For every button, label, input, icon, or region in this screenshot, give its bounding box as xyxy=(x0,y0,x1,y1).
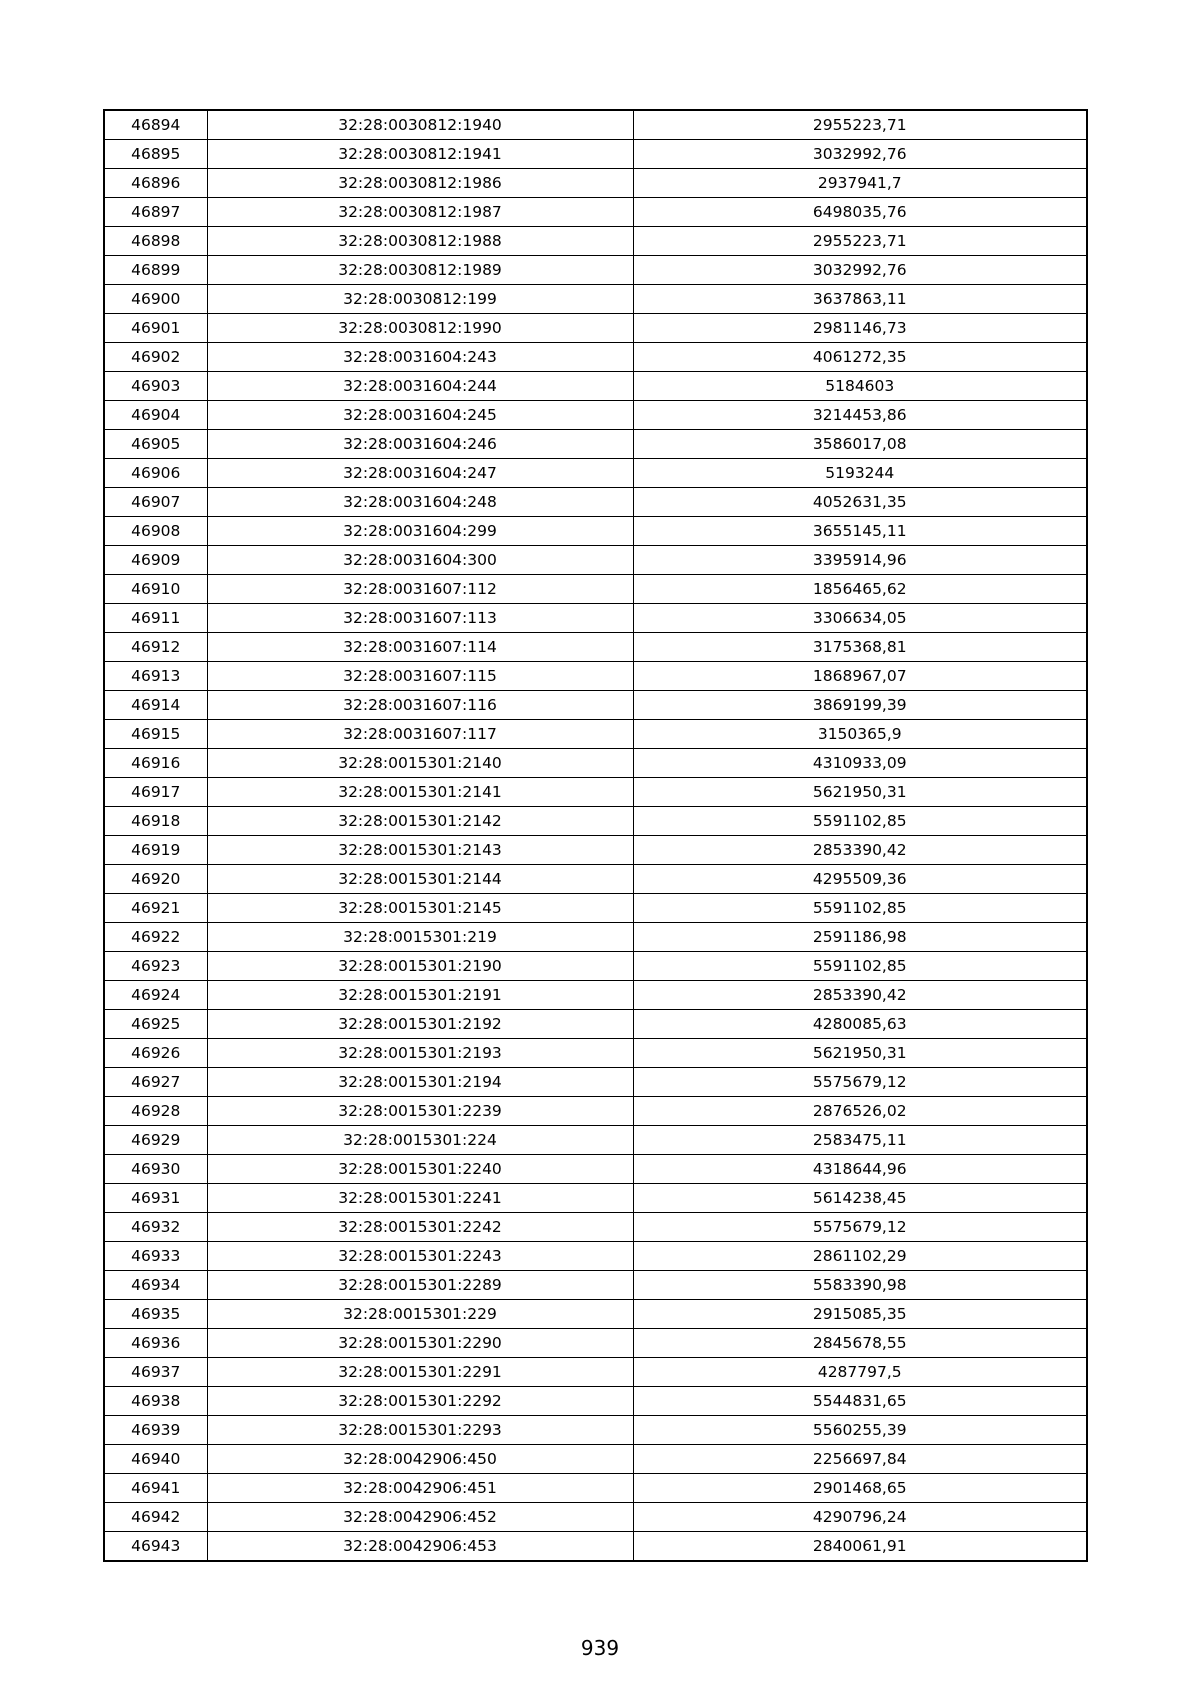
cadastral-value-cell: 4052631,35 xyxy=(633,488,1087,517)
row-number-cell: 46908 xyxy=(104,517,207,546)
table-row xyxy=(104,865,1087,894)
row-number-cell: 46919 xyxy=(104,836,207,865)
row-number-cell: 46903 xyxy=(104,372,207,401)
cadastral-value-cell: 3032992,76 xyxy=(633,140,1087,169)
row-number-cell: 46912 xyxy=(104,633,207,662)
cadastral-value-cell: 5591102,85 xyxy=(633,952,1087,981)
table-row xyxy=(104,633,1087,662)
cadastral-number-cell: 32:28:0030812:1988 xyxy=(207,227,633,256)
row-number-cell: 46894 xyxy=(104,110,207,140)
cadastral-number-cell: 32:28:0030812:1986 xyxy=(207,169,633,198)
row-number-cell: 46902 xyxy=(104,343,207,372)
cadastral-value-cell: 2955223,71 xyxy=(633,227,1087,256)
cadastral-number-cell: 32:28:0042906:453 xyxy=(207,1532,633,1562)
cadastral-value-cell: 5560255,39 xyxy=(633,1416,1087,1445)
table-row xyxy=(104,372,1087,401)
row-number-cell: 46933 xyxy=(104,1242,207,1271)
cadastral-number-cell: 32:28:0031604:244 xyxy=(207,372,633,401)
table-row xyxy=(104,923,1087,952)
row-number-cell: 46895 xyxy=(104,140,207,169)
table-row xyxy=(104,691,1087,720)
cadastral-value-cell: 5591102,85 xyxy=(633,807,1087,836)
cadastral-number-cell: 32:28:0015301:2292 xyxy=(207,1387,633,1416)
cadastral-number-cell: 32:28:0015301:2291 xyxy=(207,1358,633,1387)
table-row xyxy=(104,604,1087,633)
table-row xyxy=(104,1126,1087,1155)
cadastral-number-cell: 32:28:0042906:450 xyxy=(207,1445,633,1474)
table-row xyxy=(104,430,1087,459)
row-number-cell: 46937 xyxy=(104,1358,207,1387)
cadastral-value-cell: 3395914,96 xyxy=(633,546,1087,575)
row-number-cell: 46923 xyxy=(104,952,207,981)
cadastral-value-cell: 6498035,76 xyxy=(633,198,1087,227)
row-number-cell: 46929 xyxy=(104,1126,207,1155)
row-number-cell: 46926 xyxy=(104,1039,207,1068)
row-number-cell: 46920 xyxy=(104,865,207,894)
table-row xyxy=(104,1387,1087,1416)
cadastral-number-cell: 32:28:0031607:114 xyxy=(207,633,633,662)
table-row xyxy=(104,1068,1087,1097)
row-number-cell: 46922 xyxy=(104,923,207,952)
cadastral-value-cell: 4290796,24 xyxy=(633,1503,1087,1532)
table-row xyxy=(104,488,1087,517)
cadastral-number-cell: 32:28:0030812:1990 xyxy=(207,314,633,343)
cadastral-number-cell: 32:28:0015301:2144 xyxy=(207,865,633,894)
table-row xyxy=(104,285,1087,314)
cadastral-value-cell: 2256697,84 xyxy=(633,1445,1087,1474)
row-number-cell: 46930 xyxy=(104,1155,207,1184)
cadastral-number-cell: 32:28:0015301:2192 xyxy=(207,1010,633,1039)
cadastral-number-cell: 32:28:0015301:224 xyxy=(207,1126,633,1155)
table-row xyxy=(104,227,1087,256)
table-row xyxy=(104,1271,1087,1300)
table-row xyxy=(104,836,1087,865)
table-row xyxy=(104,169,1087,198)
table-row xyxy=(104,110,1087,140)
table-row xyxy=(104,720,1087,749)
row-number-cell: 46921 xyxy=(104,894,207,923)
table-row xyxy=(104,256,1087,285)
cadastral-value-cell: 3637863,11 xyxy=(633,285,1087,314)
row-number-cell: 46940 xyxy=(104,1445,207,1474)
cadastral-value-cell: 4061272,35 xyxy=(633,343,1087,372)
table-row xyxy=(104,1358,1087,1387)
cadastral-value-cell: 2583475,11 xyxy=(633,1126,1087,1155)
cadastral-number-cell: 32:28:0015301:2243 xyxy=(207,1242,633,1271)
row-number-cell: 46917 xyxy=(104,778,207,807)
cadastral-number-cell: 32:28:0030812:1989 xyxy=(207,256,633,285)
cadastral-value-cell: 3032992,76 xyxy=(633,256,1087,285)
table-row xyxy=(104,1010,1087,1039)
row-number-cell: 46942 xyxy=(104,1503,207,1532)
cadastral-number-cell: 32:28:0015301:2190 xyxy=(207,952,633,981)
page-number: 939 xyxy=(580,1636,620,1660)
table-row xyxy=(104,1532,1087,1562)
cadastral-number-cell: 32:28:0030812:1940 xyxy=(207,110,633,140)
cadastral-number-cell: 32:28:0031604:245 xyxy=(207,401,633,430)
table-row xyxy=(104,807,1087,836)
cadastral-value-cell: 3586017,08 xyxy=(633,430,1087,459)
table-row xyxy=(104,1416,1087,1445)
table-row xyxy=(104,575,1087,604)
row-number-cell: 46943 xyxy=(104,1532,207,1562)
row-number-cell: 46897 xyxy=(104,198,207,227)
table-row xyxy=(104,1039,1087,1068)
row-number-cell: 46939 xyxy=(104,1416,207,1445)
cadastral-value-cell: 2853390,42 xyxy=(633,981,1087,1010)
table-row xyxy=(104,778,1087,807)
table-row xyxy=(104,749,1087,778)
table-row xyxy=(104,1329,1087,1358)
cadastral-value-cell: 5193244 xyxy=(633,459,1087,488)
row-number-cell: 46925 xyxy=(104,1010,207,1039)
cadastral-value-cell: 1856465,62 xyxy=(633,575,1087,604)
cadastral-value-cell: 4310933,09 xyxy=(633,749,1087,778)
cadastral-number-cell: 32:28:0015301:2193 xyxy=(207,1039,633,1068)
cadastral-number-cell: 32:28:0015301:2141 xyxy=(207,778,633,807)
table-row xyxy=(104,459,1087,488)
cadastral-number-cell: 32:28:0015301:2293 xyxy=(207,1416,633,1445)
cadastral-value-cell: 1868967,07 xyxy=(633,662,1087,691)
table-row xyxy=(104,1503,1087,1532)
cadastral-value-cell: 5621950,31 xyxy=(633,1039,1087,1068)
cadastral-number-cell: 32:28:0015301:2290 xyxy=(207,1329,633,1358)
table-row xyxy=(104,662,1087,691)
cadastral-value-cell: 2591186,98 xyxy=(633,923,1087,952)
table-row xyxy=(104,1184,1087,1213)
row-number-cell: 46924 xyxy=(104,981,207,1010)
row-number-cell: 46915 xyxy=(104,720,207,749)
cadastral-value-cell: 2937941,7 xyxy=(633,169,1087,198)
row-number-cell: 46900 xyxy=(104,285,207,314)
table-row xyxy=(104,140,1087,169)
cadastral-number-cell: 32:28:0015301:2142 xyxy=(207,807,633,836)
cadastral-number-cell: 32:28:0031604:243 xyxy=(207,343,633,372)
row-number-cell: 46905 xyxy=(104,430,207,459)
row-number-cell: 46909 xyxy=(104,546,207,575)
cadastral-value-cell: 5575679,12 xyxy=(633,1068,1087,1097)
cadastral-value-cell: 5583390,98 xyxy=(633,1271,1087,1300)
cadastral-number-cell: 32:28:0031604:247 xyxy=(207,459,633,488)
table-row xyxy=(104,198,1087,227)
table-row xyxy=(104,546,1087,575)
cadastral-number-cell: 32:28:0042906:452 xyxy=(207,1503,633,1532)
row-number-cell: 46918 xyxy=(104,807,207,836)
cadastral-number-cell: 32:28:0031607:117 xyxy=(207,720,633,749)
cadastral-number-cell: 32:28:0015301:2140 xyxy=(207,749,633,778)
cadastral-value-cell: 2876526,02 xyxy=(633,1097,1087,1126)
table-row xyxy=(104,314,1087,343)
cadastral-value-cell: 2840061,91 xyxy=(633,1532,1087,1562)
row-number-cell: 46935 xyxy=(104,1300,207,1329)
row-number-cell: 46938 xyxy=(104,1387,207,1416)
cadastral-number-cell: 32:28:0031607:112 xyxy=(207,575,633,604)
cadastral-number-cell: 32:28:0015301:2289 xyxy=(207,1271,633,1300)
cadastral-number-cell: 32:28:0031604:246 xyxy=(207,430,633,459)
cadastral-number-cell: 32:28:0015301:229 xyxy=(207,1300,633,1329)
table-row xyxy=(104,1097,1087,1126)
cadastral-value-cell: 5621950,31 xyxy=(633,778,1087,807)
cadastral-value-cell: 5184603 xyxy=(633,372,1087,401)
cadastral-number-cell: 32:28:0030812:1941 xyxy=(207,140,633,169)
cadastral-value-cell: 2901468,65 xyxy=(633,1474,1087,1503)
row-number-cell: 46904 xyxy=(104,401,207,430)
row-number-cell: 46907 xyxy=(104,488,207,517)
row-number-cell: 46916 xyxy=(104,749,207,778)
cadastral-value-cell: 2861102,29 xyxy=(633,1242,1087,1271)
row-number-cell: 46928 xyxy=(104,1097,207,1126)
cadastral-value-table xyxy=(103,109,1088,1562)
row-number-cell: 46913 xyxy=(104,662,207,691)
table-row xyxy=(104,1300,1087,1329)
cadastral-number-cell: 32:28:0031607:116 xyxy=(207,691,633,720)
row-number-cell: 46899 xyxy=(104,256,207,285)
cadastral-number-cell: 32:28:0015301:2194 xyxy=(207,1068,633,1097)
table-row xyxy=(104,1445,1087,1474)
row-number-cell: 46910 xyxy=(104,575,207,604)
cadastral-number-cell: 32:28:0015301:2242 xyxy=(207,1213,633,1242)
cadastral-value-cell: 5614238,45 xyxy=(633,1184,1087,1213)
cadastral-number-cell: 32:28:0031607:113 xyxy=(207,604,633,633)
cadastral-number-cell: 32:28:0015301:2143 xyxy=(207,836,633,865)
cadastral-number-cell: 32:28:0015301:219 xyxy=(207,923,633,952)
cadastral-number-cell: 32:28:0015301:2191 xyxy=(207,981,633,1010)
table-row xyxy=(104,1474,1087,1503)
row-number-cell: 46934 xyxy=(104,1271,207,1300)
cadastral-value-cell: 2845678,55 xyxy=(633,1329,1087,1358)
cadastral-value-cell: 5591102,85 xyxy=(633,894,1087,923)
cadastral-value-cell: 4318644,96 xyxy=(633,1155,1087,1184)
cadastral-value-cell: 4287797,5 xyxy=(633,1358,1087,1387)
cadastral-number-cell: 32:28:0030812:1987 xyxy=(207,198,633,227)
cadastral-number-cell: 32:28:0031607:115 xyxy=(207,662,633,691)
cadastral-value-cell: 3214453,86 xyxy=(633,401,1087,430)
table-row xyxy=(104,894,1087,923)
cadastral-value-cell: 3150365,9 xyxy=(633,720,1087,749)
cadastral-number-cell: 32:28:0031604:299 xyxy=(207,517,633,546)
table-row xyxy=(104,1213,1087,1242)
cadastral-number-cell: 32:28:0042906:451 xyxy=(207,1474,633,1503)
cadastral-value-cell: 5544831,65 xyxy=(633,1387,1087,1416)
cadastral-number-cell: 32:28:0015301:2240 xyxy=(207,1155,633,1184)
row-number-cell: 46898 xyxy=(104,227,207,256)
cadastral-value-cell: 2955223,71 xyxy=(633,110,1087,140)
cadastral-value-cell: 4295509,36 xyxy=(633,865,1087,894)
cadastral-number-cell: 32:28:0015301:2239 xyxy=(207,1097,633,1126)
row-number-cell: 46927 xyxy=(104,1068,207,1097)
table-row xyxy=(104,1242,1087,1271)
row-number-cell: 46931 xyxy=(104,1184,207,1213)
table-row xyxy=(104,1155,1087,1184)
cadastral-number-cell: 32:28:0030812:199 xyxy=(207,285,633,314)
cadastral-number-cell: 32:28:0031604:300 xyxy=(207,546,633,575)
row-number-cell: 46906 xyxy=(104,459,207,488)
cadastral-value-cell: 3306634,05 xyxy=(633,604,1087,633)
row-number-cell: 46911 xyxy=(104,604,207,633)
row-number-cell: 46901 xyxy=(104,314,207,343)
row-number-cell: 46914 xyxy=(104,691,207,720)
table-body xyxy=(104,110,1087,1561)
cadastral-value-cell: 2981146,73 xyxy=(633,314,1087,343)
cadastral-value-cell: 5575679,12 xyxy=(633,1213,1087,1242)
table-row xyxy=(104,952,1087,981)
table-row xyxy=(104,981,1087,1010)
cadastral-number-cell: 32:28:0031604:248 xyxy=(207,488,633,517)
cadastral-value-cell: 3655145,11 xyxy=(633,517,1087,546)
row-number-cell: 46941 xyxy=(104,1474,207,1503)
cadastral-number-cell: 32:28:0015301:2145 xyxy=(207,894,633,923)
cadastral-value-cell: 2915085,35 xyxy=(633,1300,1087,1329)
table-row xyxy=(104,343,1087,372)
cadastral-number-cell: 32:28:0015301:2241 xyxy=(207,1184,633,1213)
table-row xyxy=(104,401,1087,430)
cadastral-value-cell: 4280085,63 xyxy=(633,1010,1087,1039)
cadastral-value-cell: 3869199,39 xyxy=(633,691,1087,720)
cadastral-value-cell: 3175368,81 xyxy=(633,633,1087,662)
cadastral-value-cell: 2853390,42 xyxy=(633,836,1087,865)
table-row xyxy=(104,517,1087,546)
row-number-cell: 46936 xyxy=(104,1329,207,1358)
row-number-cell: 46932 xyxy=(104,1213,207,1242)
row-number-cell: 46896 xyxy=(104,169,207,198)
